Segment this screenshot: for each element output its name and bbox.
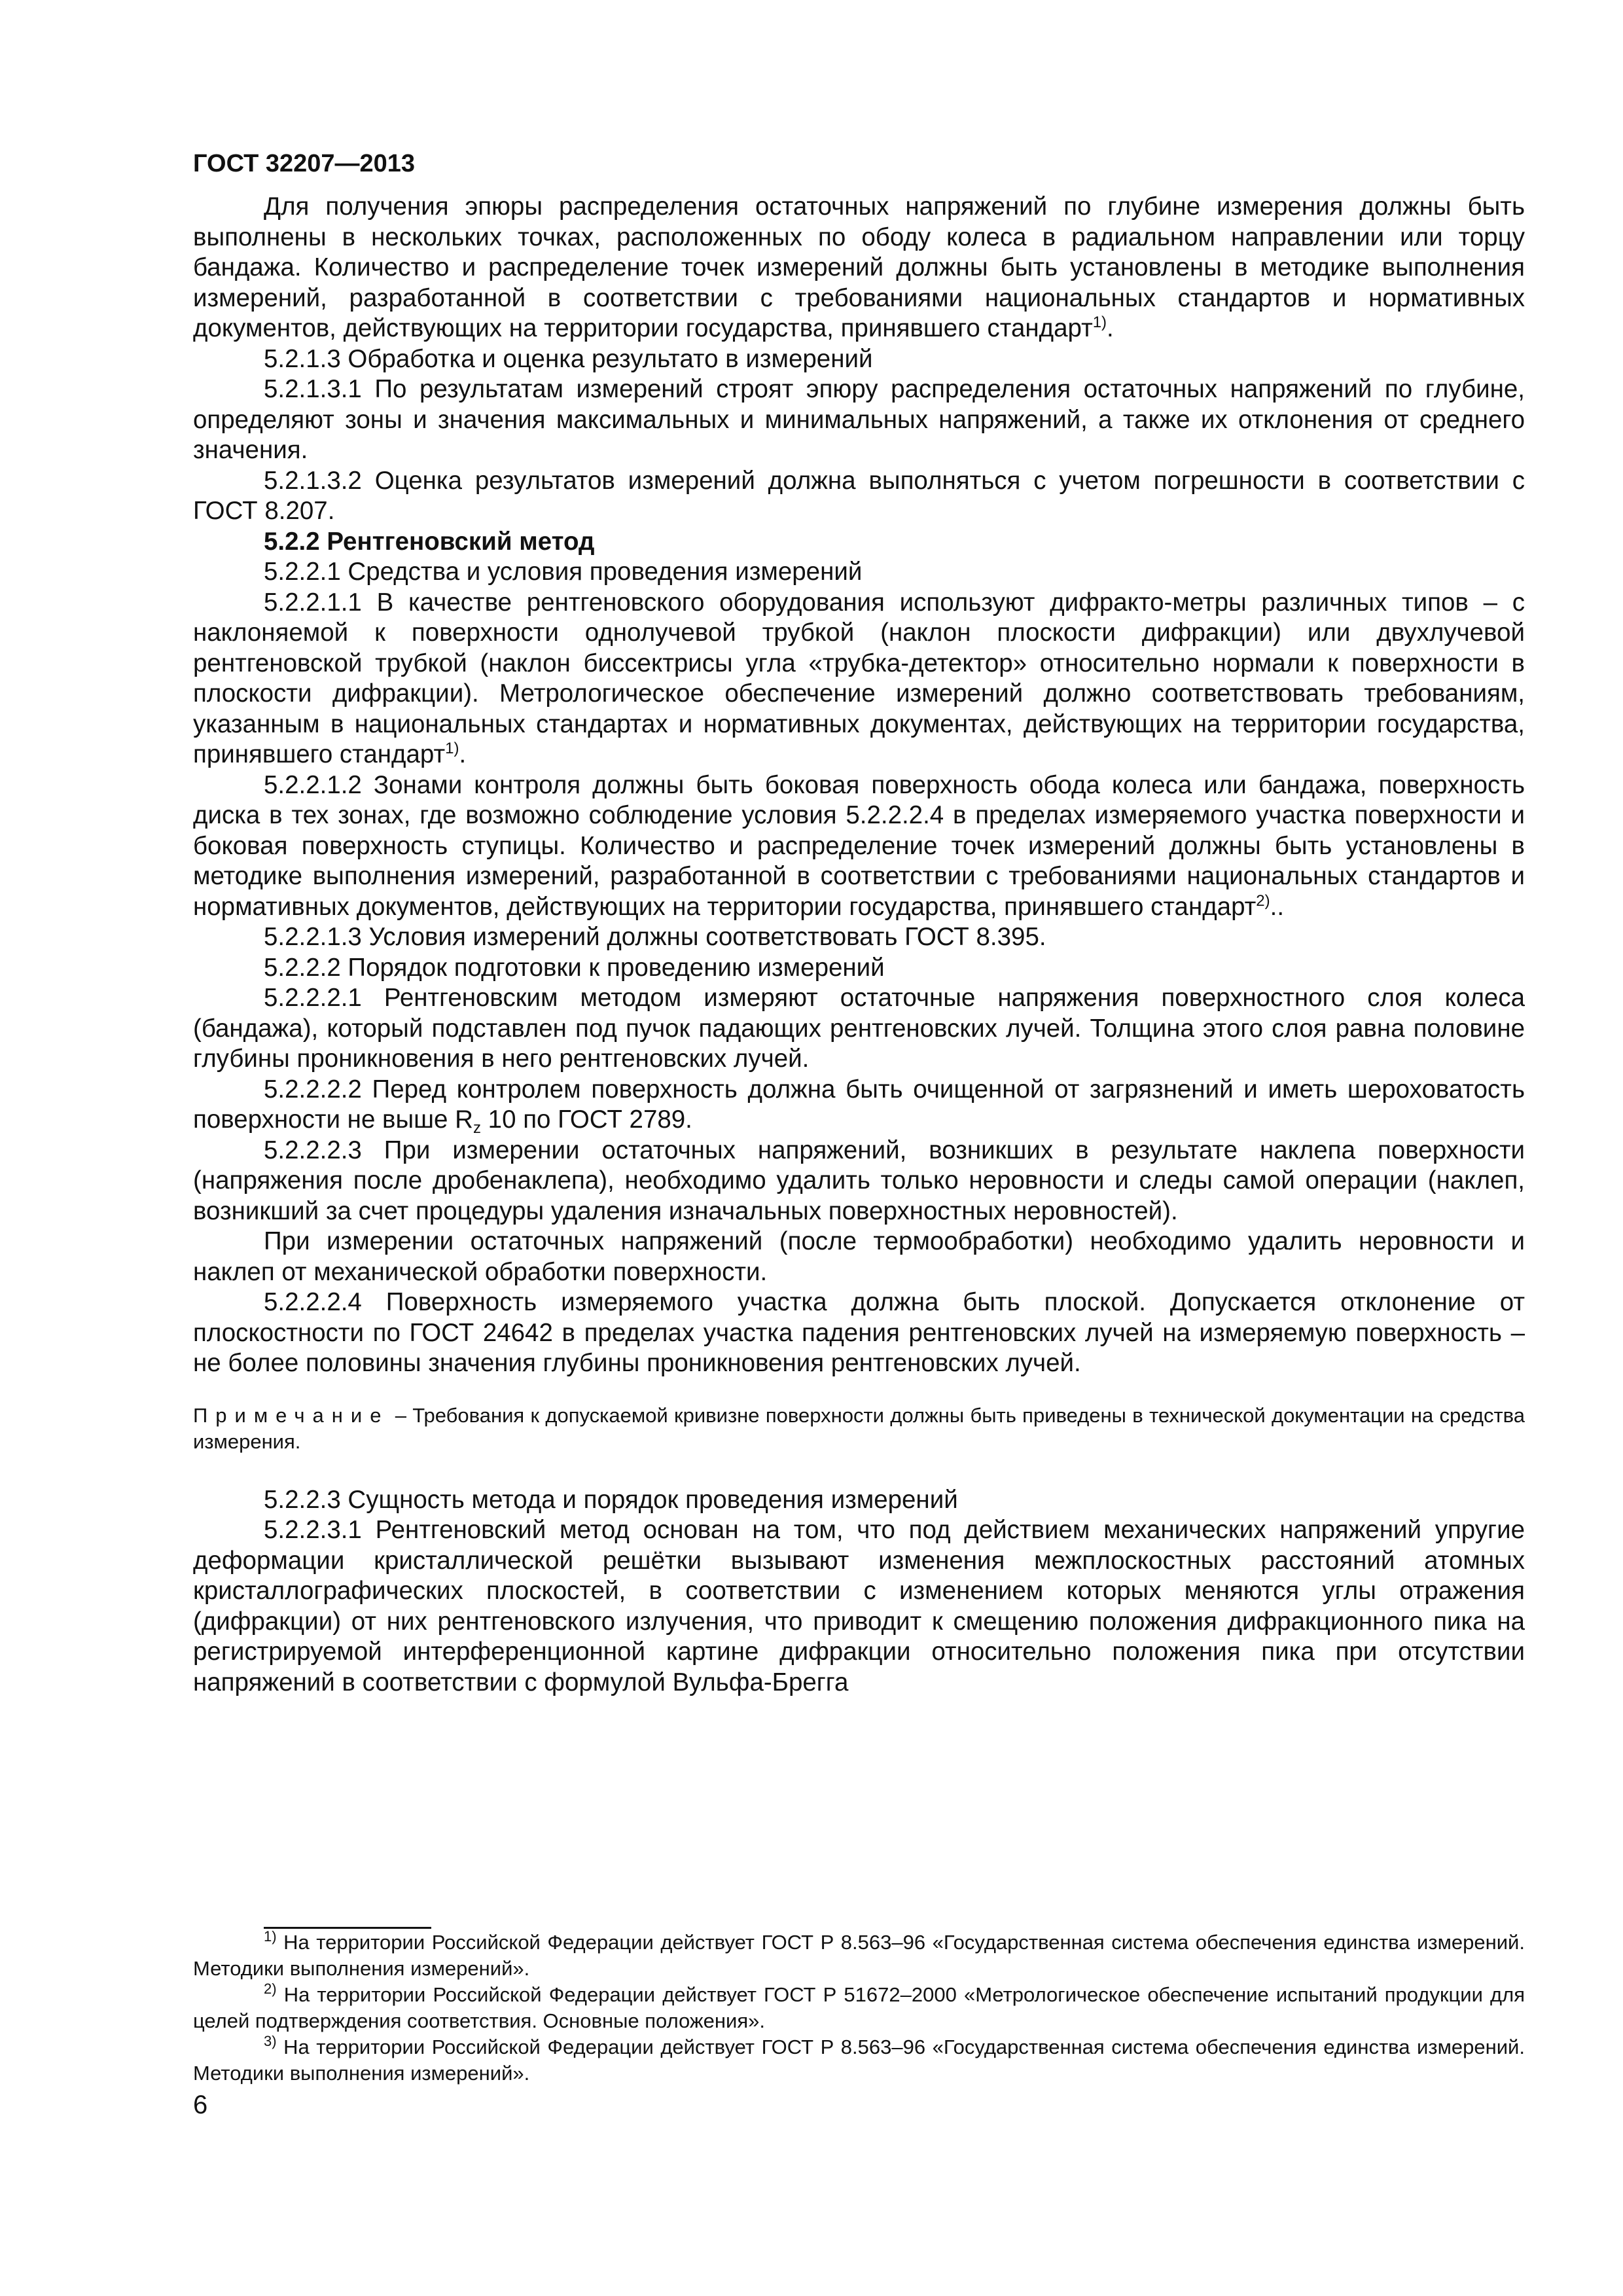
paragraph: 5.2.2.1.3 Условия измерений должны соответствовать ГОСТ 8.395. [264,923,1046,951]
paragraph: 5.2.2.2.4 Поверхность измеряемого участка должна быть плоской. Допускается отклонение от плоскостности по ГОСТ 24642 в пределах участка падения рентгеновских лучей на измеряемую поверхность – не более половины значения глубины проникновения рентгеновских лучей. [193,1288,1525,1377]
note [193,1403,1525,1455]
footnote-separator [264,1927,431,1929]
paragraph: 5.2.1.3.1 По результатам измерений строят эпюру распределения остаточных напряжений по глубине, определяют зоны и значения максимальных и минимальных напряжений, а также их отклонения от среднего значения. [193,375,1525,464]
paragraph [193,588,1525,770]
document-page [193,147,1525,1698]
paragraph [193,192,1525,344]
section-heading: 5.2.2 Рентгеновский метод [264,527,595,556]
paragraph: 5.2.2.3.1 Рентгеновский метод основан на том, что под действием механических напряжений упругие деформации кристаллической решётки вызывают изменения межплоскостных расстояний атомных кристаллографических плоскостей, в соответствии с изменением которых меняются углы отражения (дифракции) от них рентгеновского излучения, что приводит к смещению положения дифракционного пика на регистрируемой интерференционной картине дифракции относительно положения пика при отсутствии напряжений в соответствии с формулой Вульфа-Брегга [193,1516,1525,1696]
paragraph-text: 5.2.2.1.2 Зонами контроля должны быть боковая поверхность обода колеса или бандажа, поверхность диска в тех зонах, где возможно соблюдение условия 5.2.2.2.4 в пределах измеряемого участка поверхности и боковая поверхность ступицы. Количество и распределение точек измерений должны быть установлены в методике выполнения измерений, разработанной в соответствии с требованиями национальных стандартов и нормативных документов, действующих на территории государства, принявшего стандарт [193,770,1525,921]
paragraph-end: 10 по ГОСТ 2789. [480,1105,692,1134]
paragraph: При измерении остаточных напряжений (после термообработки) необходимо удалить неровности и наклеп от механической обработки поверхности. [193,1227,1525,1286]
paragraph: 5.2.2.2.3 При измерении остаточных напряжений, возникших в результате наклепа поверхности (напряжения после дробенаклепа), необходимо удалить только неровности и следы самой операции (наклеп, возникший за счет процедуры удаления изначальных поверхностных неровностей). [193,1136,1525,1225]
paragraph-end: . [1107,314,1114,342]
footnote [193,2034,1525,2087]
section-heading: 5.2.1.3 Обработка и оценка результато в измерений [264,344,873,373]
footnotes [193,1929,1525,2087]
paragraph-end: . [459,740,467,768]
paragraph-end: .. [1270,892,1285,921]
footnote-ref: 1) [1092,314,1107,331]
page-number: 6 [193,2090,208,2119]
paragraph-text: 5.2.2.2.2 Перед контролем поверхность должна быть очищенной от загрязнений и иметь шероховатость поверхности не выше R [193,1075,1525,1134]
paragraph: 5.2.2.2.1 Рентгеновским методом измеряют остаточные напряжения поверхностного слоя колеса (бандажа), который подставлен под пучок падающих рентгеновских лучей. Толщина этого слоя равна половине глубины проникновения в него рентгеновских лучей. [193,984,1525,1073]
paragraph [193,770,1525,923]
footnote [193,1982,1525,2034]
footnote-ref: 1) [445,740,459,757]
note-title: Примечание [193,1403,389,1427]
footnote-text: На территории Российской Федерации действует ГОСТ Р 8.563–96 «Государственная система обеспечения единства измерений. Методики выполнения измерений». [193,2036,1525,2085]
footnote-marker: 2) [264,1981,277,1997]
footnote-text: На территории Российской Федерации действует ГОСТ Р 8.563–96 «Государственная система обеспечения единства измерений. Методики выполнения измерений». [193,1931,1525,1980]
paragraph-text: Для получения эпюры распределения остаточных напряжений по глубине измерения должны быть выполнены в нескольких точках, расположенных по ободу колеса в радиальном направлении или торцу бандажа. Количество и распределение точек измерений должны быть установлены в методике выполнения измерений, разработанной в соответствии с требованиями национальных стандартов и нормативных документов, действующих на территории государства, принявшего стандарт [193,192,1525,342]
footnote-text: На территории Российской Федерации действует ГОСТ Р 51672–2000 «Метрологическое обеспечение испытаний продукции для целей подтверждения соответствия. Основные положения». [193,1983,1525,2032]
section-heading: 5.2.2.3 Сущность метода и порядок проведения измерений [264,1485,958,1514]
paragraph: 5.2.1.3.2 Оценка результатов измерений должна выполняться с учетом погрешности в соответствии с ГОСТ 8.207. [193,466,1525,525]
footnote-marker: 1) [264,1928,277,1945]
footnote-ref: 2) [1256,891,1270,910]
subscript: z [473,1119,481,1137]
footnote [193,1929,1525,1982]
footnote-marker: 3) [264,2033,277,2049]
note-text: – Требования к допускаемой кривизне поверхности должны быть приведены в технической документации на средства измерения. [193,1403,1525,1453]
section-heading: 5.2.2.1 Средства и условия проведения измерений [264,558,863,586]
section-heading: 5.2.2.2 Порядок подготовки к проведению измерений [264,953,885,982]
paragraph [193,1075,1525,1136]
document-body [193,192,1525,1698]
paragraph-text: 5.2.2.1.1 В качестве рентгеновского оборудования используют дифракто-метры различных типов – с наклоняемой к поверхности однолучевой трубкой (наклон плоскости дифракции) или двухлучевой рентгеновской трубкой (наклон биссектрисы угла «трубка-детектор» относительно нормали к поверхности в плоскости дифракции). Метрологическое обеспечение измерений должно соответствовать требованиям, указанным в национальных стандартах и нормативных документах, действующих на территории государства, принявшего стандарт [193,588,1525,768]
document-header: ГОСТ 32207—2013 [193,150,416,177]
spacer [193,1455,1525,1485]
